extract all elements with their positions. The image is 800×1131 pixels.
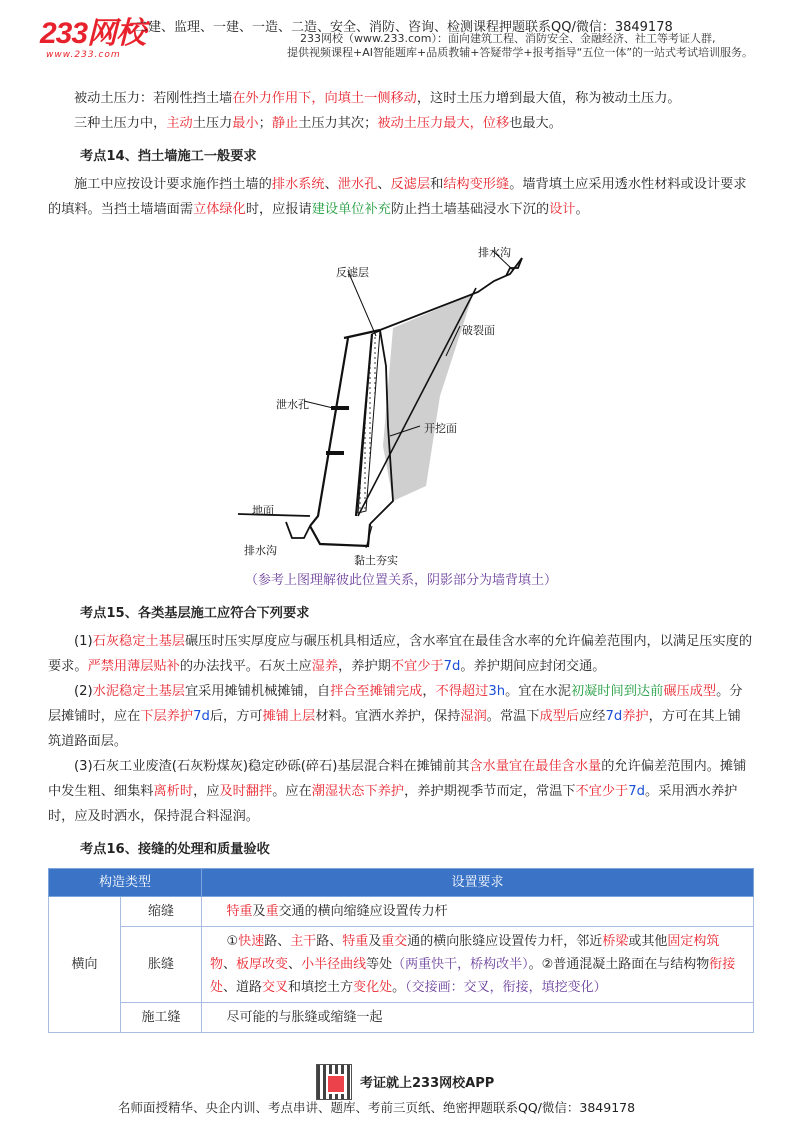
figure-caption: （参考上图理解彼此位置关系，阴影部分为墙背填土）	[244, 573, 557, 588]
qr-logo	[326, 1074, 346, 1094]
table-row	[49, 897, 754, 927]
page-header	[0, 0, 800, 70]
footer-app-promo[interactable]: 考证就上233网校APP	[360, 1076, 495, 1091]
header-structure-type: 构造类型	[49, 869, 202, 897]
cell-req-contraction: 特重及重交通的横向缩缝应设置传力杆	[202, 897, 754, 927]
header-requirements: 设置要求	[202, 869, 754, 897]
cell-type-expansion: 胀缝	[121, 927, 202, 1003]
table-row	[49, 927, 754, 1003]
passive-pressure-paragraph: 被动土压力：若刚性挡土墙在外力作用下，向填土一侧移动，这时土压力增到最大值，称为被动土压力。	[74, 91, 681, 106]
cell-type-contraction: 缩缝	[121, 897, 202, 927]
cell-req-construction: 尽可能的与胀缝或缩缝一起	[202, 1003, 754, 1033]
label-fracture-surface: 破裂面	[462, 324, 495, 337]
cell-type-construction: 施工缝	[121, 1003, 202, 1033]
table-header-row	[49, 869, 754, 897]
label-ground: 地面	[252, 504, 274, 517]
label-drain-bottom: 排水沟	[244, 544, 277, 557]
section-title-15: 考点15、各类基层施工应符合下列要求	[80, 606, 310, 621]
footer-contact: 名师面授精华、央企内训、考点串讲、题库、考前三页纸、绝密押题联系QQ/微信：3849178	[118, 1100, 636, 1115]
lime-base-paragraph: (1)石灰稳定土基层碾压时压实厚度应与碾压机具相适应，含水率宜在最佳含水率的允许偏差范围内，以满足压实度的要求。严禁用薄层贴补的办法找平。石灰土应湿养，养护期不宜少于7d。养护期间应封闭交通。	[48, 634, 753, 674]
section-title-16: 考点16、接缝的处理和质量验收	[80, 842, 270, 857]
header-service: 提供视频课程+AI智能题库+品质教辅+答疑带学+报考指导“五位一体”的一站式考试培训服务。	[287, 46, 754, 59]
cement-base-paragraph: (2)水泥稳定土基层宜采用摊铺机械摊铺，自拌合至摊铺完成，不得超过3h。宜在水泥初凝时间到达前碾压成型。分层摊铺时，应在下层养护7d后，方可摊铺上层材料。宜洒水养护，保持湿润。常温下成型后应经7d养护，方可在其上铺筑道路面层。	[48, 684, 743, 749]
header-intro: 233网校（www.233.com）：面向建筑工程、消防安全、金融经济、社工等考证人群,	[300, 32, 716, 45]
page-footer	[0, 1062, 800, 1131]
weep-hole-1	[331, 406, 349, 410]
logo-url: www.233.com	[46, 50, 121, 60]
qr-code-icon[interactable]	[316, 1064, 352, 1100]
ground-line	[238, 514, 310, 516]
flyash-base-paragraph: (3)石灰工业废渣(石灰粉煤灰)稳定砂砾(碎石)基层混合料在摊铺前其含水量宜在最佳含水量的允许偏差范围内。摊铺中发生粗、细集料离析时，应及时翻拌。应在潮湿状态下养护，养护期视季节而定，常温下不宜少于7d。采用洒水养护时，应及时洒水，保持混合料湿润。	[48, 759, 747, 824]
backfill-shading	[383, 294, 473, 501]
label-drain-top: 排水沟	[478, 246, 511, 259]
bottom-ditch	[286, 522, 310, 538]
three-pressures-paragraph: 三种土压力中，主动土压力最小；静止土压力其次；被动土压力最大，位移也最大。	[74, 116, 562, 131]
section-title-14: 考点14、挡土墙施工一般要求	[80, 149, 257, 164]
document-body	[48, 86, 754, 1033]
cell-group-transverse: 横向	[49, 897, 121, 1033]
retaining-wall-paragraph: 施工中应按设计要求施作挡土墙的排水系统、泄水孔、反滤层和结构变形缝。墙背填土应采用透水性材料或设计要求的填料。当挡土墙墙面需立体绿化时，应报请建设单位补充防止挡土墙基础浸水下沉的设计。	[48, 177, 747, 217]
logo-text: 233网校	[40, 17, 146, 50]
cell-req-expansion: ①快速路、主干路、特重及重交通的横向胀缝应设置传力杆，邻近桥梁或其他固定构筑物、板厚改变、小半径曲线等处（两重快干，桥构改半）。②普通混凝土路面在与结构物衔接处、道路交叉和填挖土方变化处。（交接画：交叉，衔接，填挖变化）	[202, 927, 754, 1003]
retaining-wall-diagram	[48, 226, 754, 566]
label-filter-layer: 反滤层	[336, 266, 369, 279]
label-weep-hole: 泄水孔	[276, 398, 309, 411]
label-excavation-face: 开挖面	[424, 422, 457, 435]
table-row	[49, 1003, 754, 1033]
wall-footing	[310, 524, 370, 546]
weep-hole-2	[326, 451, 344, 455]
label-clay-compaction: 黏土夯实	[354, 554, 398, 567]
wall-cross-section	[48, 226, 754, 566]
joint-requirements-table	[48, 868, 754, 1033]
wall-front-face	[310, 338, 348, 526]
header-contact: 二建、监理、一建、一造、二造、安全、消防、咨询、检测课程押题联系QQ/微信：3849178	[135, 20, 673, 35]
